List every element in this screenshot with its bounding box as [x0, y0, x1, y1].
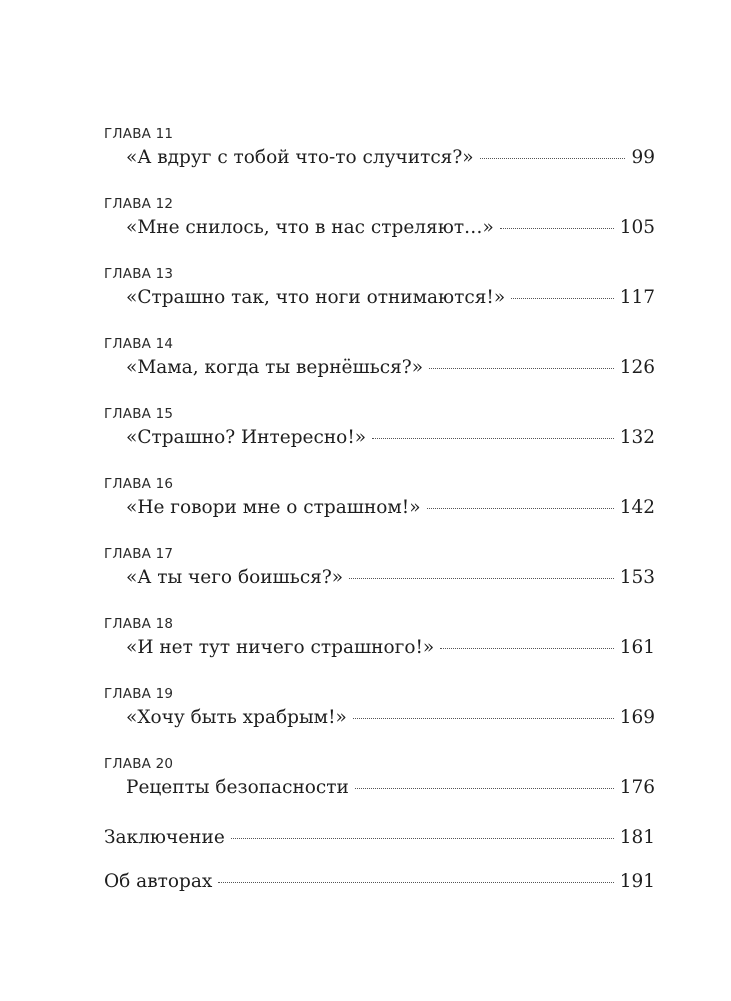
chapter-label: ГЛАВА 11 — [104, 126, 174, 142]
page-number: 142 — [619, 497, 655, 518]
chapter-label: ГЛАВА 13 — [104, 266, 174, 282]
chapter-label: ГЛАВА 18 — [104, 616, 174, 632]
toc-entry[interactable] — [104, 704, 655, 732]
page-number: 126 — [619, 357, 655, 378]
page-number: 99 — [631, 147, 655, 168]
toc-chapter-13[interactable] — [104, 264, 655, 312]
section-title: Заключение — [104, 827, 225, 848]
table-of-contents — [104, 124, 655, 912]
chapter-title: «И нет тут ничего страшного!» — [126, 637, 435, 658]
page-number: 191 — [619, 871, 655, 892]
chapter-title: «А ты чего боишься?» — [126, 567, 344, 588]
chapter-title: «Хочу быть храбрым!» — [126, 707, 347, 728]
chapter-label: ГЛАВА 16 — [104, 476, 174, 492]
dot-leader — [429, 368, 614, 369]
toc-chapter-19[interactable] — [104, 684, 655, 732]
section-title: Об авторах — [104, 871, 213, 892]
dot-leader — [480, 158, 626, 159]
toc-section-authors[interactable] — [104, 868, 655, 896]
toc-entry[interactable] — [104, 494, 655, 522]
dot-leader — [372, 438, 614, 439]
toc-entry[interactable] — [104, 774, 655, 802]
toc-entry[interactable] — [104, 144, 655, 172]
dot-leader — [349, 578, 614, 579]
toc-chapter-18[interactable] — [104, 614, 655, 662]
dot-leader — [355, 788, 614, 789]
page-number: 169 — [619, 707, 655, 728]
page-number: 117 — [619, 287, 655, 308]
page-number: 176 — [619, 777, 655, 798]
chapter-label: ГЛАВА 20 — [104, 756, 174, 772]
toc-entry[interactable] — [104, 564, 655, 592]
chapter-title: «А вдруг с тобой что-то случится?» — [126, 147, 474, 168]
toc-chapter-20[interactable] — [104, 754, 655, 802]
chapter-title: «Страшно так, что ноги отнимаются!» — [126, 287, 506, 308]
chapter-label: ГЛАВА 19 — [104, 686, 174, 702]
chapter-title: «Мама, когда ты вернёшься?» — [126, 357, 424, 378]
toc-section-conclusion[interactable] — [104, 824, 655, 852]
chapter-label: ГЛАВА 12 — [104, 196, 174, 212]
page-number: 105 — [619, 217, 655, 238]
dot-leader — [353, 718, 614, 719]
chapter-label: ГЛАВА 15 — [104, 406, 174, 422]
chapter-title: «Не говори мне о страшном!» — [126, 497, 421, 518]
toc-chapter-11[interactable] — [104, 124, 655, 172]
toc-entry[interactable] — [104, 284, 655, 312]
toc-chapter-15[interactable] — [104, 404, 655, 452]
chapter-title: Рецепты безопасности — [126, 777, 349, 798]
toc-chapter-17[interactable] — [104, 544, 655, 592]
toc-entry[interactable] — [104, 354, 655, 382]
toc-chapter-14[interactable] — [104, 334, 655, 382]
page-number: 161 — [619, 637, 655, 658]
toc-chapter-12[interactable] — [104, 194, 655, 242]
page-number: 181 — [619, 827, 655, 848]
dot-leader — [231, 838, 614, 839]
dot-leader — [427, 508, 614, 509]
toc-entry[interactable] — [104, 424, 655, 452]
toc-entry[interactable] — [104, 214, 655, 242]
toc-chapter-16[interactable] — [104, 474, 655, 522]
chapter-title: «Мне снилось, что в нас стреляют…» — [126, 217, 494, 238]
chapter-label: ГЛАВА 14 — [104, 336, 174, 352]
chapter-label: ГЛАВА 17 — [104, 546, 174, 562]
toc-entry[interactable] — [104, 634, 655, 662]
page-number: 132 — [619, 427, 655, 448]
dot-leader — [218, 882, 613, 883]
dot-leader — [511, 298, 614, 299]
dot-leader — [500, 228, 614, 229]
chapter-title: «Страшно? Интересно!» — [126, 427, 367, 448]
dot-leader — [440, 648, 613, 649]
page-number: 153 — [619, 567, 655, 588]
